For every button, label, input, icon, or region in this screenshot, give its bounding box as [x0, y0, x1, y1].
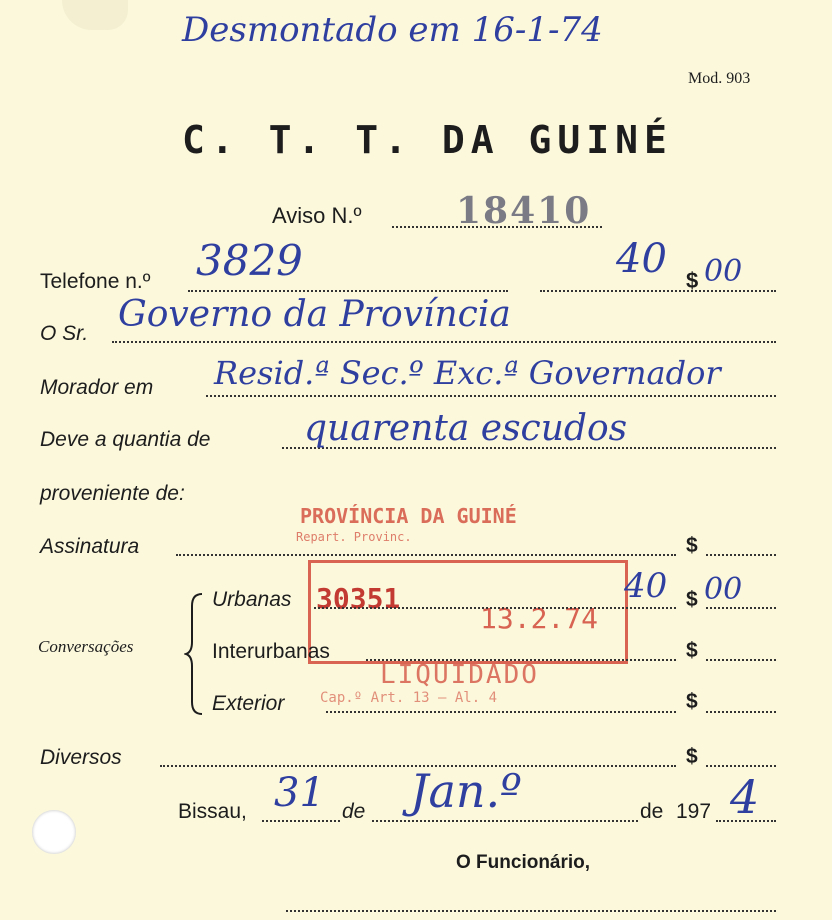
- date-de-2: de: [640, 800, 664, 823]
- date-year-digit: 4: [730, 770, 760, 824]
- conversacoes-brace: [184, 592, 206, 716]
- quantia-label: Deve a quantia de: [40, 428, 211, 451]
- funcionario-label: O Funcionário,: [456, 852, 591, 873]
- handwritten-dismantled-note: Desmontado em 16-1-74: [182, 10, 603, 50]
- form-code: Mod. 903: [688, 70, 751, 87]
- telefone-currency: $: [686, 268, 699, 293]
- stamp-number: 30351: [316, 582, 401, 615]
- morador-line: [206, 395, 776, 397]
- stamp-date: 13.2.74: [480, 602, 599, 635]
- date-day-line: [262, 820, 340, 822]
- exterior-line: [326, 711, 676, 713]
- exterior-label: Exterior: [212, 692, 285, 715]
- urbanas-cents-line: [706, 607, 776, 609]
- telefone-line: [188, 290, 508, 292]
- interurbanas-label: Interurbanas: [212, 640, 330, 663]
- aviso-label: Aviso N.º: [272, 203, 362, 228]
- punch-hole: [32, 810, 76, 854]
- urbanas-amount: 40: [624, 566, 668, 606]
- interurbanas-line: [366, 659, 676, 661]
- morador-label: Morador em: [40, 376, 154, 399]
- telefone-cents: 00: [704, 254, 743, 289]
- urbanas-currency: $: [686, 588, 698, 611]
- date-day: 31: [274, 770, 325, 816]
- assinatura-cents-line: [706, 554, 776, 556]
- senhor-line: [112, 341, 776, 343]
- morador-value: Resid.ª Sec.º Exc.ª Governador: [214, 354, 721, 392]
- exterior-currency: $: [686, 690, 698, 713]
- exterior-cents-line: [706, 711, 776, 713]
- org-title: C. T. T. DA GUINÉ: [182, 118, 673, 162]
- assinatura-line: [176, 554, 676, 556]
- date-month-line: [372, 820, 638, 822]
- interurbanas-currency: $: [686, 639, 698, 662]
- quantia-value: quarenta escudos: [304, 408, 628, 449]
- assinatura-label: Assinatura: [40, 535, 140, 558]
- stamp-bottom-line: Cap.º Art. 13 — Al. 4: [320, 690, 498, 706]
- stamp-province: PROVÍNCIA DA GUINÉ: [300, 504, 517, 528]
- diversos-currency: $: [686, 745, 698, 768]
- stamp-department: Repart. Provinc.: [296, 530, 412, 544]
- aviso-number: 18410: [456, 190, 592, 232]
- telefone-amount-line: [540, 290, 776, 292]
- assinatura-currency: $: [686, 534, 698, 557]
- date-city: Bissau,: [178, 800, 247, 823]
- telefone-label: Telefone n.º: [40, 270, 151, 293]
- date-de-1: de: [342, 800, 366, 823]
- conversacoes-label: Conversações: [38, 637, 134, 656]
- urbanas-label: Urbanas: [212, 588, 292, 611]
- senhor-value: Governo da Província: [118, 294, 511, 335]
- date-year-prefix: 197: [676, 800, 712, 823]
- interurbanas-cents-line: [706, 659, 776, 661]
- diversos-cents-line: [706, 765, 776, 767]
- telefone-amount: 40: [616, 236, 667, 282]
- senhor-label: O Sr.: [40, 322, 89, 345]
- torn-corner: [62, 0, 128, 30]
- telefone-value: 3829: [196, 236, 303, 285]
- date-month: Jan.º: [410, 764, 522, 818]
- date-year-line: [716, 820, 776, 822]
- stamp-status: LIQUIDADO: [380, 660, 539, 690]
- proveniente-label: proveniente de:: [40, 482, 185, 505]
- urbanas-line: [314, 607, 676, 609]
- diversos-label: Diversos: [40, 746, 122, 769]
- funcionario-signature-line: [286, 910, 776, 912]
- urbanas-cents: 00: [704, 572, 743, 607]
